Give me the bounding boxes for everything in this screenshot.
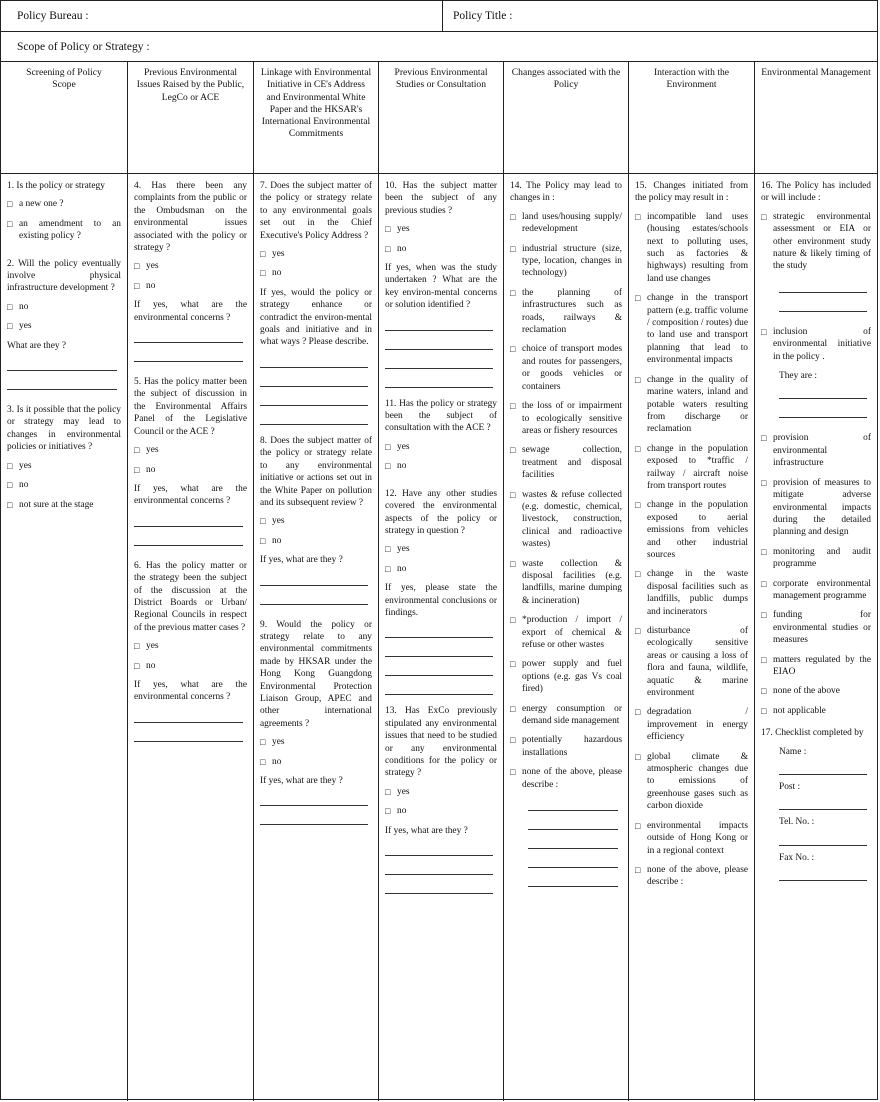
checkbox[interactable]: □: [7, 218, 13, 229]
option-row[interactable]: □ potentially hazardous installations: [510, 735, 622, 758]
column-header: Interaction with the Environment: [629, 61, 754, 174]
checkbox[interactable]: □: [635, 707, 641, 718]
column-interaction: [629, 61, 755, 1101]
option-row[interactable]: □ inclusion of environmental initiative in the policy .: [761, 326, 871, 362]
checkbox[interactable]: □: [260, 737, 266, 748]
answer-line[interactable]: [385, 843, 493, 856]
checkbox[interactable]: □: [7, 480, 13, 491]
checkbox[interactable]: □: [761, 705, 767, 716]
checkbox[interactable]: □: [510, 767, 516, 778]
checkbox[interactable]: □: [635, 211, 641, 222]
question-13: 13. Has ExCo previously stipulated any environmental issues that need to be studied or any environmental conditions for the policy or strategy ?: [385, 706, 497, 779]
option-row[interactable]: □ no: [385, 563, 407, 574]
answer-line[interactable]: [385, 663, 493, 676]
question-16: 16. The Policy has included or will include :: [761, 181, 871, 204]
answer-line[interactable]: [528, 798, 618, 811]
checkbox[interactable]: □: [761, 578, 767, 589]
question-14: 14. The Policy may lead to changes in :: [510, 181, 622, 204]
scope-row: [1, 31, 877, 62]
option-row[interactable]: □ yes: [260, 249, 285, 260]
column-previous-issues: [128, 61, 254, 1101]
option-row[interactable]: □ funding for environmental studies or measures: [761, 610, 871, 646]
option-row[interactable]: □ no: [385, 806, 407, 817]
checkbox[interactable]: □: [761, 610, 767, 621]
option-row[interactable]: □ yes: [385, 544, 410, 555]
checkbox[interactable]: □: [761, 654, 767, 665]
checkbox[interactable]: □: [510, 445, 516, 456]
option-row[interactable]: □ land uses/housing supply/ redevelopment: [510, 211, 622, 235]
answer-line[interactable]: [528, 855, 618, 868]
column-header: Linkage with Environmental Initiative in CE's Address and Environmental White Paper and the HKSAR's International Environmental Commitments: [254, 61, 378, 174]
checkbox[interactable]: □: [635, 374, 641, 385]
option-row[interactable]: □ provision of measures to mitigate adverse environmental impacts during the detailed planning and design: [761, 477, 871, 538]
option-row[interactable]: □ degradation / improvement in energy efficiency: [635, 707, 748, 743]
option-row[interactable]: □ none of the above, please describe :: [635, 864, 748, 888]
checkbox[interactable]: □: [635, 500, 641, 511]
contact-field-label: Post :: [779, 782, 801, 792]
checkbox[interactable]: □: [385, 563, 391, 574]
question-9: 9. Would the policy or strategy relate to any environmental commitments made by HKSAR under the Hong Kong Guangdong Environmental Protection Liaison Group, APEC and other international agreements ?: [260, 619, 372, 729]
option-row[interactable]: □ yes: [385, 441, 410, 452]
option-row[interactable]: □ no: [260, 756, 282, 767]
checkbox[interactable]: □: [260, 516, 266, 527]
option-row[interactable]: □ a new one ?: [7, 199, 64, 210]
checkbox[interactable]: □: [761, 211, 767, 222]
checkbox[interactable]: □: [761, 546, 767, 557]
followup-label: If yes, what are they ?: [260, 555, 343, 566]
option-row[interactable]: □ environmental impacts outside of Hong Kong or in a regional context: [635, 820, 748, 856]
answer-line[interactable]: [134, 710, 243, 723]
checkbox[interactable]: □: [7, 460, 13, 471]
followup-label: If yes, please state the environmental conclusions or findings.: [385, 583, 497, 618]
option-row[interactable]: □ yes: [134, 641, 159, 652]
answer-line[interactable]: [779, 868, 867, 881]
question-11: 11. Has the policy or strategy been the subject of consultation with the ACE ?: [385, 398, 497, 434]
column-management: [755, 61, 877, 1101]
option-row[interactable]: □ matters regulated by the EIAO: [761, 654, 871, 677]
checkbox[interactable]: □: [7, 199, 13, 210]
option-row[interactable]: □ change in the population exposed to *traffic / railway / aircraft noise from transport routes: [635, 443, 748, 491]
answer-line[interactable]: [260, 573, 368, 586]
checkbox[interactable]: □: [260, 535, 266, 546]
followup-label: If yes, what are the environmental concerns ?: [134, 679, 247, 703]
question-12: 12. Have any other studies covered the environmental aspects of the policy or strategy in question ?: [385, 488, 497, 536]
checkbox[interactable]: □: [385, 806, 391, 817]
option-row[interactable]: □ energy consumption or demand side management: [510, 703, 622, 727]
checkbox[interactable]: □: [635, 569, 641, 580]
followup-label: If yes, what are they ?: [385, 825, 468, 836]
checkbox[interactable]: □: [510, 344, 516, 355]
option-row[interactable]: □ corporate environmental management programme: [761, 578, 871, 601]
option-row[interactable]: □ yes: [7, 460, 32, 471]
followup-label: If yes, when was the study undertaken ? What are the key environ-mental concerns or solution identified ?: [385, 263, 497, 311]
column-previous-studies: [379, 61, 504, 1101]
checkbox[interactable]: □: [134, 280, 140, 291]
option-row[interactable]: □ yes: [7, 321, 32, 332]
option-row[interactable]: □ no: [134, 464, 156, 475]
checkbox[interactable]: □: [260, 249, 266, 260]
answer-line[interactable]: [134, 330, 243, 343]
question-7: 7. Does the subject matter of the policy or strategy relate to any environmental goals set out in the Chief Executive's Policy Address ?: [260, 181, 372, 241]
question-3: 3. Is it possible that the policy or strategy may lead to changes in environmental policies or initiatives ?: [7, 405, 121, 453]
checkbox[interactable]: □: [510, 211, 516, 222]
option-row[interactable]: □ no: [134, 280, 156, 291]
followup-label: They are :: [779, 371, 817, 382]
option-row[interactable]: □ yes: [385, 224, 410, 235]
answer-line[interactable]: [385, 356, 493, 369]
checkbox[interactable]: □: [635, 443, 641, 454]
option-row[interactable]: □ incompatible land uses (housing estates/schools next to polluting uses, such as factories & highways) resulting from land use changes: [635, 211, 748, 284]
answer-line[interactable]: [779, 762, 867, 775]
option-row[interactable]: □ an amendment to an existing policy ?: [7, 218, 121, 242]
option-row[interactable]: □ no: [260, 535, 282, 546]
answer-line[interactable]: [779, 299, 867, 312]
policy-bureau-label: Policy Bureau :: [17, 10, 89, 22]
question-4: 4. Has there been any complaints from the public or the Ombudsman on the environmental issues associated with the policy or strategy ?: [134, 181, 247, 254]
checkbox[interactable]: □: [761, 686, 767, 697]
option-row[interactable]: □ no: [7, 480, 29, 491]
answer-line[interactable]: [779, 833, 867, 846]
option-row[interactable]: □ yes: [134, 261, 159, 272]
checkbox[interactable]: □: [510, 287, 516, 298]
column-header: Environmental Management: [755, 61, 877, 174]
checkbox[interactable]: □: [385, 544, 391, 555]
question-10: 10. Has the subject matter been the subject of any previous studies ?: [385, 181, 497, 216]
option-row[interactable]: □ change in the quality of marine waters, inland and potable waters resulting from discharge or reclamation: [635, 374, 748, 435]
answer-line[interactable]: [7, 358, 117, 371]
option-row[interactable]: □ not applicable: [761, 705, 826, 716]
answer-line[interactable]: [134, 514, 243, 527]
option-row[interactable]: □ none of the above: [761, 686, 840, 697]
answer-line[interactable]: [7, 377, 117, 390]
column-changes: [504, 61, 629, 1101]
option-row[interactable]: □ not sure at the stage: [7, 499, 94, 510]
question-1: 1. Is the policy or strategy: [7, 181, 105, 191]
column-header: Screening of Policy Scope: [1, 61, 127, 174]
checkbox[interactable]: □: [260, 268, 266, 279]
question-6: 6. Has the policy matter or the strategy been the subject of the discussion at the District Boards or Urban/ Regional Councils in respect of the previous matter cases ?: [134, 560, 247, 633]
question-15: 15. Changes initiated from the policy may result in :: [635, 181, 748, 204]
option-row[interactable]: □ no: [134, 660, 156, 671]
answer-line[interactable]: [779, 405, 867, 418]
answer-line[interactable]: [779, 280, 867, 293]
followup-label: If yes, would the policy or strategy enhance or contradict the environ-mental goals and initiative and in what ways ? Please describe.: [260, 287, 372, 348]
checkbox[interactable]: □: [260, 756, 266, 767]
column-header: Previous Environmental Issues Raised by the Public, LegCo or ACE: [128, 61, 253, 174]
option-row[interactable]: □ no: [385, 243, 407, 254]
answer-line[interactable]: [134, 349, 243, 362]
header-divider: [442, 1, 443, 31]
answer-line[interactable]: [260, 412, 368, 425]
option-row[interactable]: □ the loss of or impairment to ecologically sensitive areas or fishery resources: [510, 401, 622, 436]
checkbox[interactable]: □: [385, 243, 391, 254]
checkbox[interactable]: □: [510, 489, 516, 500]
followup-label: If yes, what are they ?: [260, 776, 343, 786]
checkbox[interactable]: □: [761, 433, 767, 444]
option-row[interactable]: □ yes: [385, 786, 410, 797]
policy-title-label: Policy Title :: [453, 10, 513, 22]
option-row[interactable]: □ yes: [260, 737, 285, 748]
answer-line[interactable]: [134, 729, 243, 742]
option-row[interactable]: □ waste collection & disposal facilities (e.g. landfills, marine dumping & incineration): [510, 558, 622, 606]
checkbox[interactable]: □: [761, 326, 767, 337]
checkbox[interactable]: □: [510, 401, 516, 412]
checkbox[interactable]: □: [510, 615, 516, 626]
answer-line[interactable]: [779, 797, 867, 810]
option-row[interactable]: □ strategic environmental assessment or EIA or other environment study nature & likely timing of the study: [761, 211, 871, 272]
answer-line[interactable]: [260, 793, 368, 806]
column-screening: [1, 61, 128, 1101]
option-row[interactable]: □ monitoring and audit programme: [761, 546, 871, 570]
checkbox[interactable]: □: [385, 786, 391, 797]
option-row[interactable]: □ sewage collection, treatment and disposal facilities: [510, 445, 622, 481]
question-8: 8. Does the subject matter of the policy or strategy relate to any environmental initiative or actions set out in the White Paper on pollution and its subsequent review ?: [260, 435, 372, 508]
checkbox[interactable]: □: [134, 660, 140, 671]
checkbox[interactable]: □: [510, 735, 516, 746]
checkbox[interactable]: □: [385, 461, 391, 472]
checkbox[interactable]: □: [635, 864, 641, 875]
answer-line[interactable]: [385, 862, 493, 875]
answer-line[interactable]: [528, 874, 618, 887]
answer-line[interactable]: [385, 337, 493, 350]
checkbox[interactable]: □: [635, 820, 641, 831]
option-row[interactable]: □ the planning of infrastructures such as roads, railways & reclamation: [510, 287, 622, 336]
checkbox[interactable]: □: [510, 703, 516, 714]
answer-line[interactable]: [528, 836, 618, 849]
checkbox[interactable]: □: [7, 499, 13, 510]
checkbox[interactable]: □: [134, 464, 140, 475]
option-row[interactable]: □ choice of transport modes and routes for passengers, or goods vehicles or containers: [510, 344, 622, 392]
checkbox[interactable]: □: [134, 641, 140, 652]
header-row: [1, 1, 877, 32]
answer-line[interactable]: [528, 817, 618, 830]
option-row[interactable]: □ change in the population exposed to aerial emissions from vehicles and other industrial sources: [635, 500, 748, 560]
column-header: Previous Environmental Studies or Consultation: [379, 61, 503, 174]
option-row[interactable]: □ *production / import / export of chemical & refuse or other wastes: [510, 615, 622, 650]
option-row[interactable]: □ change in the transport pattern (e.g. traffic volume / composition / routes) due to land use and transport planning that lead to environmental impacts: [635, 293, 748, 366]
option-row[interactable]: □ none of the above, please describe :: [510, 767, 622, 790]
question-2: 2. Will the policy eventually involve physical infrastructure development ?: [7, 258, 121, 294]
checkbox[interactable]: □: [761, 477, 767, 488]
answer-line[interactable]: [260, 393, 368, 406]
checkbox[interactable]: □: [635, 293, 641, 304]
answer-line[interactable]: [385, 318, 493, 331]
contact-field-label: Tel. No. :: [779, 817, 815, 828]
contact-field-label: Name :: [779, 746, 807, 757]
answer-line[interactable]: [260, 592, 368, 605]
option-row[interactable]: □ yes: [260, 516, 285, 527]
option-row[interactable]: □ yes: [134, 445, 159, 456]
followup-label: If yes, what are the environmental concerns ?: [134, 483, 247, 507]
option-row[interactable]: □ wastes & refuse collected (e.g. domestic, chemical, livestock, construction, clinical and radioactive wastes): [510, 489, 622, 550]
option-row[interactable]: □ change in the waste disposal facilities such as landfills, public dumps and incinerators: [635, 569, 748, 617]
answer-line[interactable]: [260, 812, 368, 825]
answer-line[interactable]: [385, 881, 493, 894]
option-row[interactable]: □ industrial structure (size, type, location, changes in technology): [510, 243, 622, 279]
checkbox[interactable]: □: [7, 301, 13, 312]
answer-line[interactable]: [385, 682, 493, 695]
option-row[interactable]: □ no: [385, 461, 407, 472]
scope-label: Scope of Policy or Strategy :: [17, 41, 150, 53]
option-row[interactable]: □ power supply and fuel options (e.g. gas Vs coal fired): [510, 659, 622, 695]
answer-line[interactable]: [385, 375, 493, 388]
contact-field-label: Fax No. :: [779, 852, 815, 863]
answer-line[interactable]: [779, 386, 867, 399]
checkbox[interactable]: □: [510, 659, 516, 670]
answer-line[interactable]: [260, 374, 368, 387]
checkbox[interactable]: □: [635, 751, 641, 762]
answer-line[interactable]: [260, 355, 368, 368]
column-linkage: [254, 61, 379, 1101]
checkbox[interactable]: □: [635, 626, 641, 636]
checkbox[interactable]: □: [385, 224, 391, 235]
checkbox[interactable]: □: [7, 321, 13, 332]
question-5: 5. Has the policy matter been the subject of discussion in the Environmental Affairs Panel of the Legislative Council or the ACE ?: [134, 377, 247, 437]
checkbox[interactable]: □: [510, 558, 516, 569]
option-row[interactable]: □ no: [7, 301, 29, 312]
answer-line[interactable]: [385, 625, 493, 638]
checkbox[interactable]: □: [134, 445, 140, 456]
followup-label: If yes, what are the environmental concerns ?: [134, 300, 247, 323]
column-header: Changes associated with the Policy: [504, 61, 628, 174]
question-17: 17. Checklist completed by: [761, 728, 864, 739]
checkbox[interactable]: □: [134, 261, 140, 272]
option-row[interactable]: □ global climate & atmospheric changes due to emissions of greenhouse gases such as carbon dioxide: [635, 751, 748, 812]
option-row[interactable]: □ disturbance of ecologically sensitive areas or causing a loss of flora and fauna, wildlife, aquatic & marine environment: [635, 626, 748, 699]
checkbox[interactable]: □: [510, 243, 516, 254]
option-row[interactable]: □ no: [260, 268, 282, 279]
checkbox[interactable]: □: [385, 441, 391, 452]
answer-line[interactable]: [134, 533, 243, 546]
followup-label: What are they ?: [7, 340, 67, 351]
option-row[interactable]: □ provision of environmental infrastructure: [761, 433, 871, 469]
answer-line[interactable]: [385, 644, 493, 657]
